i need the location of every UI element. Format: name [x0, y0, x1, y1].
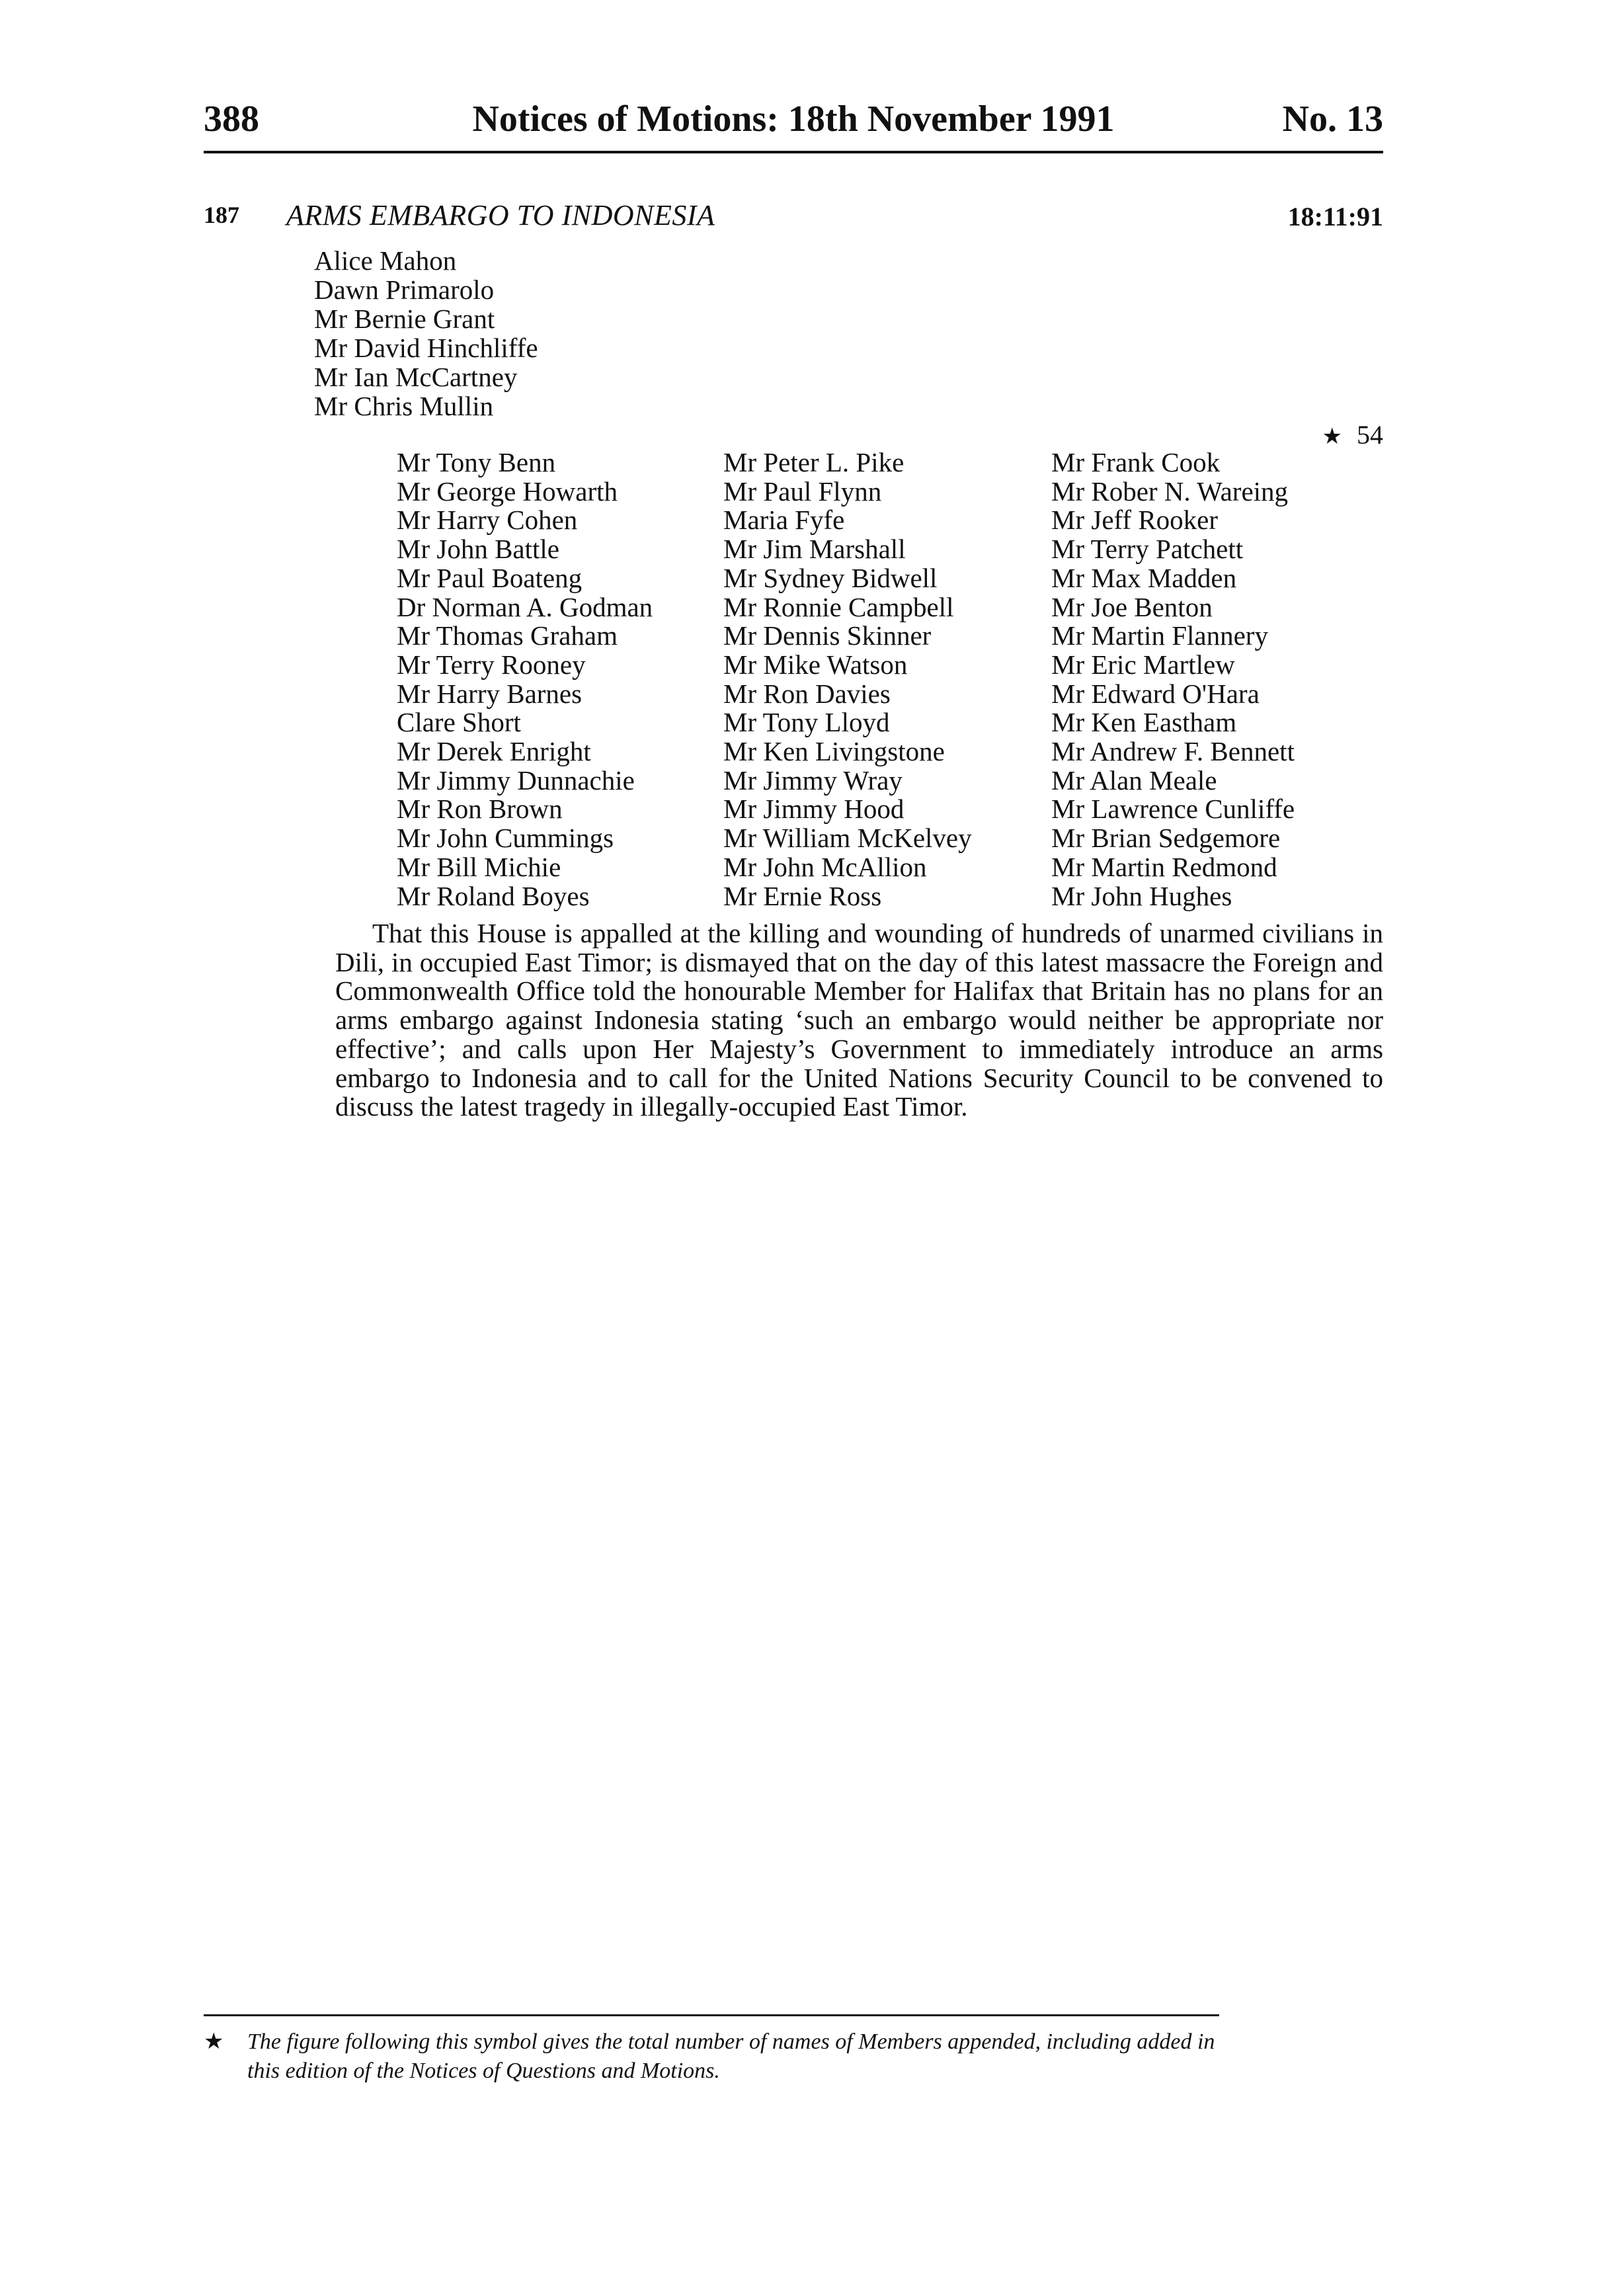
member-name: Mr Ron Davies: [723, 678, 891, 709]
member-name: Mr John McAllion: [723, 851, 927, 882]
member-name: Mr Peter L. Pike: [723, 447, 904, 477]
page-number: 388: [204, 99, 259, 140]
member-name: Mr John Battle: [397, 534, 559, 565]
star-icon: ★: [204, 2030, 224, 2054]
member-name: Mr Paul Boateng: [397, 562, 583, 593]
motion-text: That this House is appalled at the killing and wounding of hundreds of unarmed civilians in Dili, in occupied East Timor; is dismayed that on the day of this latest massacre the Foreign and Commonwealth Office told the honourable Member for Halifax that Britain has no plans for an arms embargo against Indonesia stating ‘such an embargo would neither be appropriate nor effective’; and calls upon Her Majesty’s Government to immediately introduce an arms embargo to Indonesia and to call for the United Nations Security Council to be convened to discuss the latest tragedy in illegally-occupied East Timor.: [335, 918, 1383, 1122]
member-name: Mr Jim Marshall: [723, 534, 906, 565]
member-name: Mr Sydney Bidwell: [723, 562, 938, 593]
member-name: Mr Joe Benton: [1051, 591, 1213, 622]
member-name: Mr Jimmy Hood: [723, 794, 904, 825]
member-name: Mr Lawrence Cunliffe: [1051, 794, 1295, 825]
member-column-3: [1051, 448, 1369, 911]
member-name: Mr Ronnie Campbell: [723, 591, 954, 622]
member-name: Mr William McKelvey: [723, 823, 972, 854]
member-name: Mr Mike Watson: [723, 649, 908, 680]
member-name: Mr Derek Enright: [397, 736, 591, 767]
member-name: Mr John Cummings: [397, 823, 614, 854]
motion-title: ARMS EMBARGO TO INDONESIA: [286, 199, 715, 231]
page-title: Notices of Motions: 18th November 1991: [472, 99, 1115, 140]
issue-number: No. 13: [1282, 99, 1383, 140]
member-column-2: [723, 448, 1041, 911]
member-name: Mr George Howarth: [397, 475, 618, 507]
member-count-value: 54: [1357, 420, 1383, 450]
member-name: Mr Thomas Graham: [397, 620, 618, 651]
member-name: Clare Short: [397, 707, 521, 738]
motion-date: 18:11:91: [1287, 202, 1383, 231]
member-name: Mr Bill Michie: [397, 851, 561, 882]
sponsor-name: Alice Mahon: [314, 245, 457, 276]
member-name: Mr Terry Patchett: [1051, 534, 1244, 565]
member-name: Mr Tony Lloyd: [723, 707, 890, 738]
member-name: Mr Brian Sedgemore: [1051, 823, 1281, 854]
page-header: [204, 98, 1383, 153]
sponsor-name: Mr Chris Mullin: [314, 391, 494, 421]
member-name: Dr Norman A. Godman: [397, 591, 653, 622]
member-name: Mr Eric Martlew: [1051, 649, 1235, 680]
member-list: [397, 448, 1388, 918]
member-name: Mr Rober N. Wareing: [1051, 475, 1289, 507]
member-name: Mr Terry Rooney: [397, 649, 586, 680]
sponsor-list: [314, 246, 843, 421]
member-name: Mr Harry Cohen: [397, 505, 578, 536]
motion-number: 187: [204, 202, 239, 228]
member-name: Mr Ken Livingstone: [723, 736, 945, 767]
sponsor-name: Mr Ian McCartney: [314, 362, 518, 392]
member-name: Mr Andrew F. Bennett: [1051, 736, 1295, 767]
member-name: Mr Edward O'Hara: [1051, 678, 1260, 709]
member-name: Mr Jimmy Dunnachie: [397, 764, 635, 796]
footnote-divider: [204, 2014, 1219, 2016]
member-name: Mr Martin Redmond: [1051, 851, 1277, 882]
star-icon: ★: [1322, 425, 1342, 449]
member-name: Mr Tony Benn: [397, 447, 556, 477]
member-name: Mr Martin Flannery: [1051, 620, 1268, 651]
sponsor-name: Mr David Hinchliffe: [314, 333, 538, 363]
motion-heading: [204, 198, 1383, 238]
member-name: Maria Fyfe: [723, 505, 845, 536]
member-name: Mr Frank Cook: [1051, 447, 1221, 477]
member-name: Mr Dennis Skinner: [723, 620, 932, 651]
member-name: Mr Ernie Ross: [723, 880, 882, 911]
member-name: Mr Paul Flynn: [723, 475, 882, 507]
member-name: Mr Ron Brown: [397, 794, 563, 825]
member-name: Mr Ken Eastham: [1051, 707, 1237, 738]
member-name: Mr Alan Meale: [1051, 764, 1217, 796]
member-count: [1322, 419, 1383, 450]
member-column-1: [397, 448, 714, 911]
member-name: Mr Roland Boyes: [397, 880, 590, 911]
sponsor-name: Dawn Primarolo: [314, 274, 495, 305]
member-name: Mr Jeff Rooker: [1051, 505, 1219, 536]
member-name: Mr Harry Barnes: [397, 678, 583, 709]
footnote-text: The figure following this symbol gives the total number of names of Members appended, including added in this edition of the Notices of Questions and Motions.: [247, 2030, 1215, 2083]
sponsor-name: Mr Bernie Grant: [314, 304, 495, 334]
member-name: Mr John Hughes: [1051, 880, 1232, 911]
member-name: Mr Jimmy Wray: [723, 764, 903, 796]
member-name: Mr Max Madden: [1051, 562, 1237, 593]
